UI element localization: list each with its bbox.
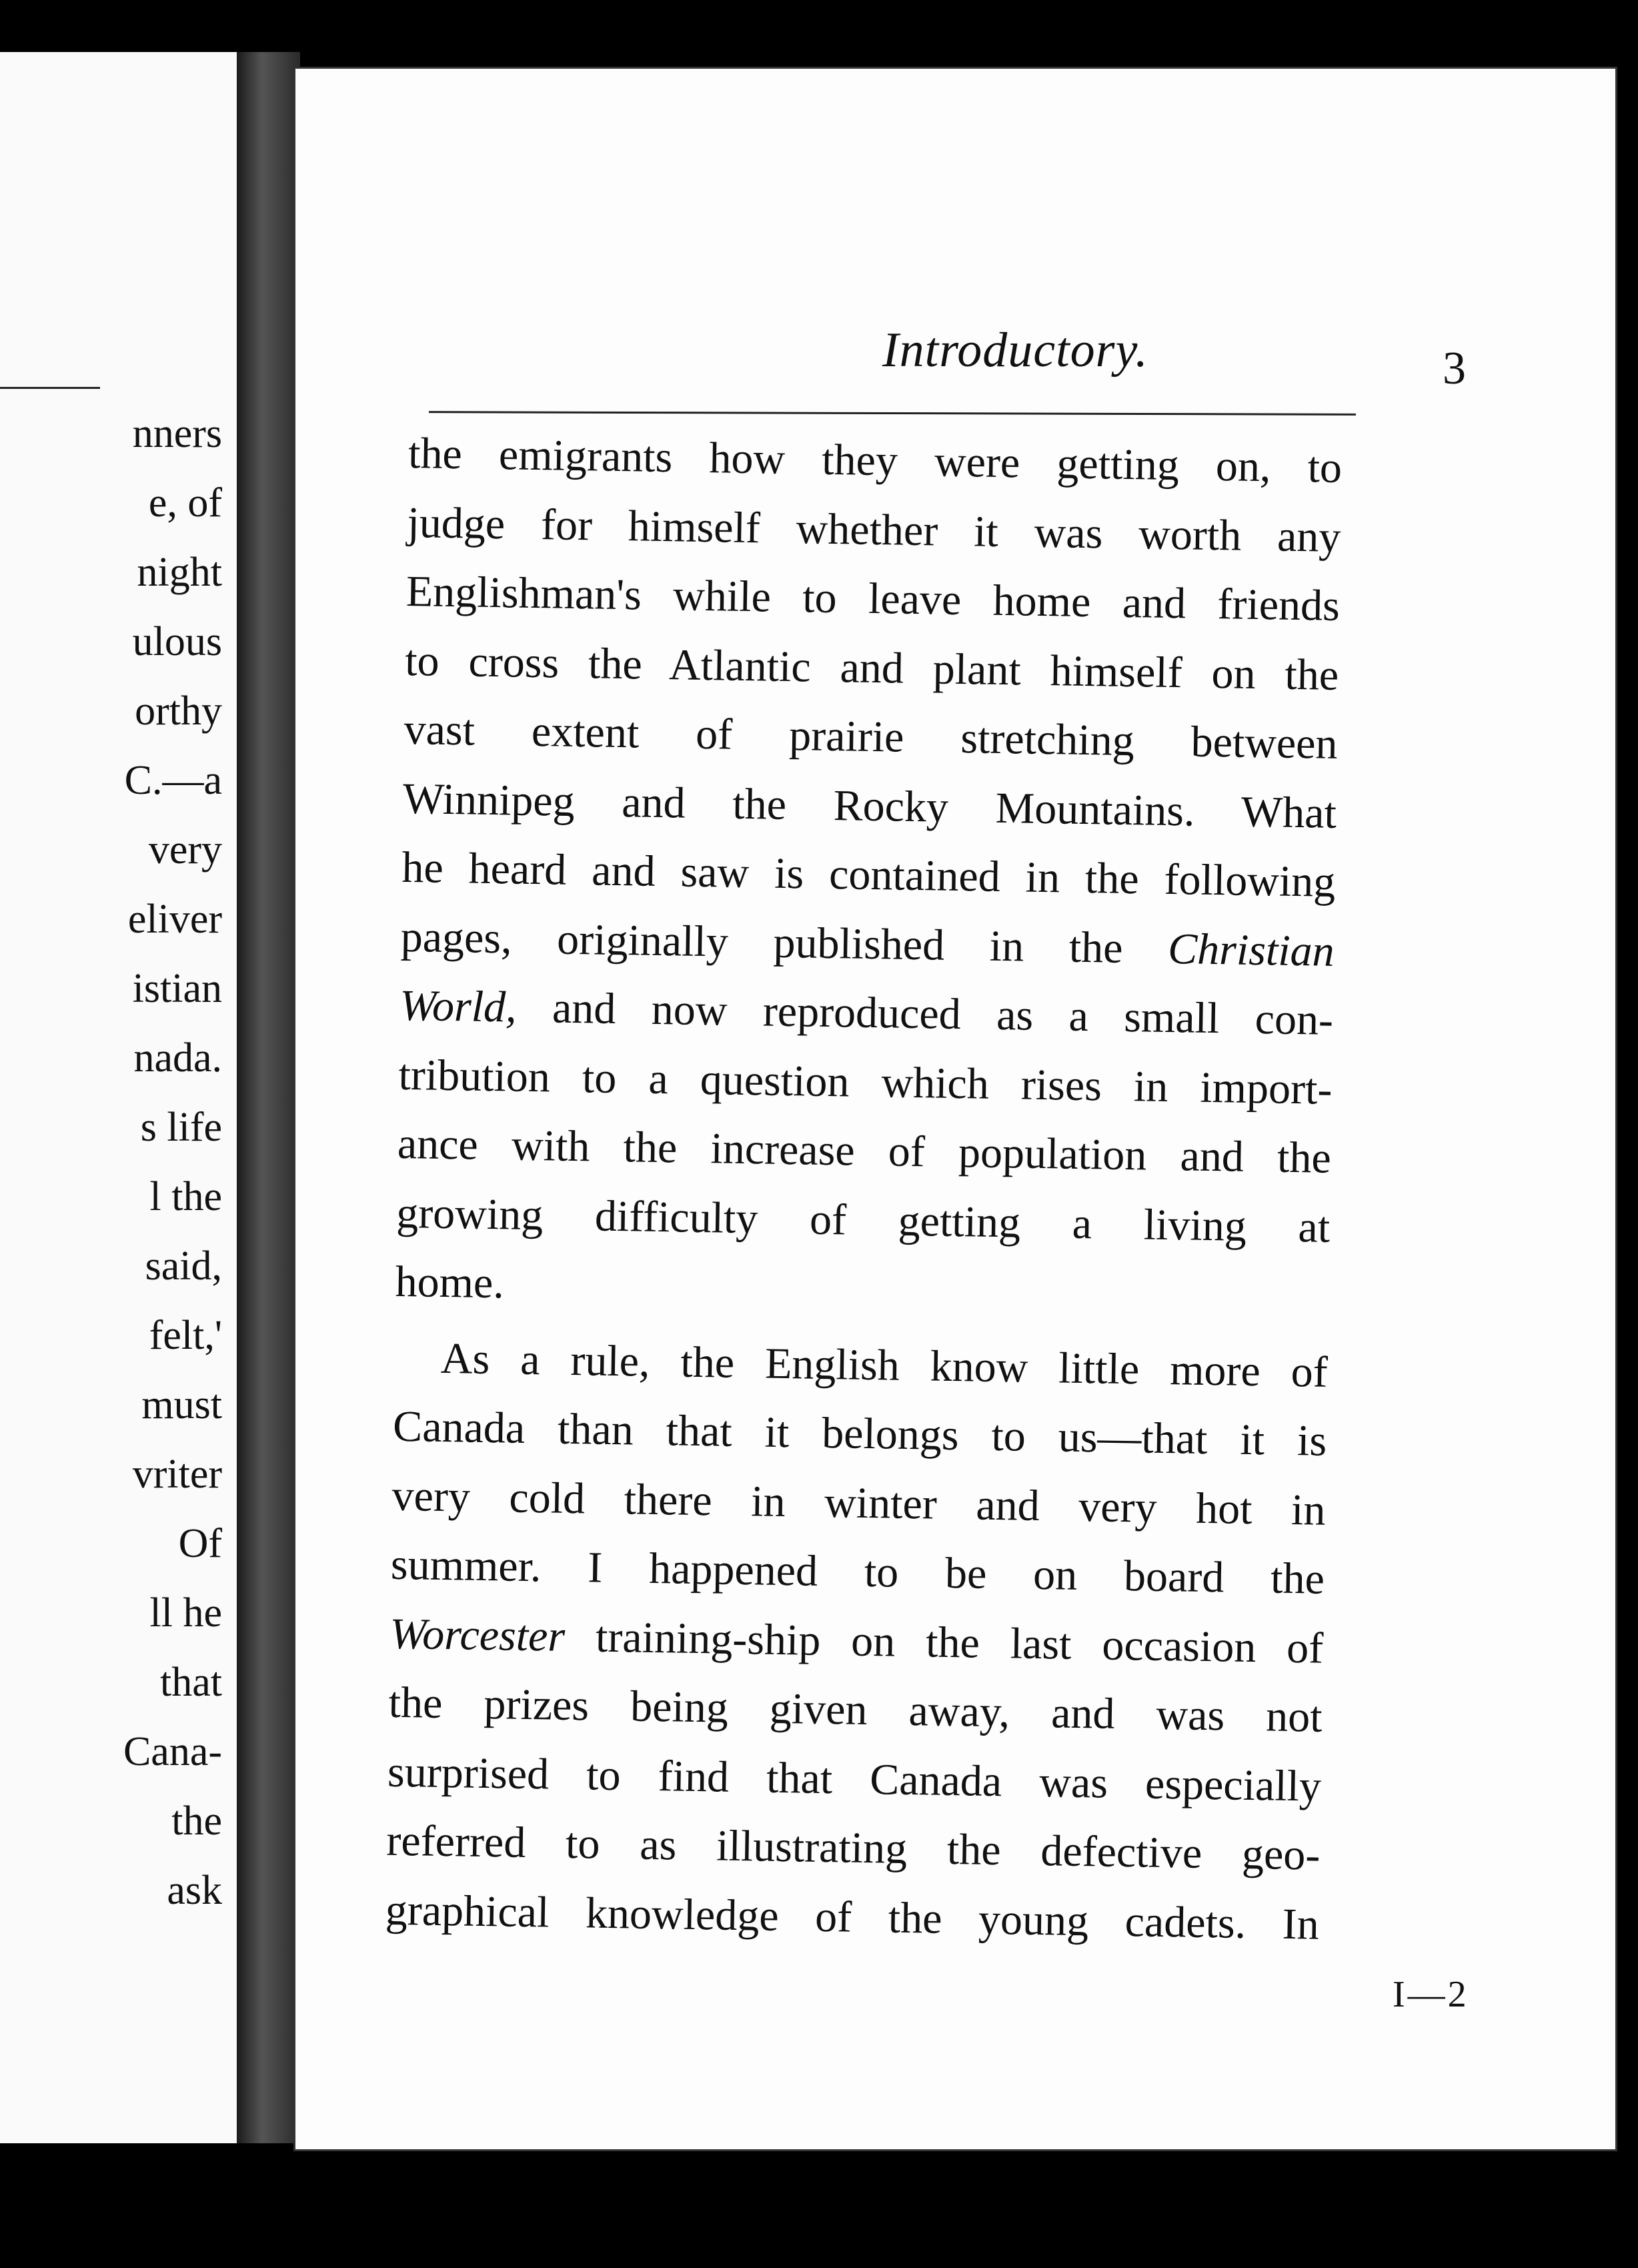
previous-page-line: that bbox=[160, 1660, 222, 1705]
text-line: Winnipeg and the Rocky Mountains. What bbox=[402, 774, 1337, 838]
previous-page-line: nada. bbox=[133, 1035, 222, 1081]
italic-title: World, bbox=[399, 981, 518, 1032]
previous-page-line: orthy bbox=[135, 688, 222, 734]
text-line: the emigrants how they were getting on, to bbox=[407, 428, 1343, 492]
previous-page-text bbox=[123, 399, 222, 1925]
text-segment: and now reproduced as a small con- bbox=[516, 983, 1334, 1045]
text-line: vast extent of prairie stretching between bbox=[403, 704, 1339, 768]
text-line: home. bbox=[395, 1257, 505, 1308]
previous-page-line: l the bbox=[149, 1174, 222, 1219]
previous-page-line: vriter bbox=[132, 1452, 222, 1497]
previous-page-line: eliver bbox=[127, 897, 222, 942]
previous-page-line: very bbox=[148, 827, 222, 873]
previous-page-line: ll he bbox=[149, 1590, 222, 1636]
text-line: ance with the increase of population and the bbox=[397, 1119, 1332, 1183]
book-gutter bbox=[237, 52, 300, 2143]
previous-page-line: ulous bbox=[132, 619, 222, 664]
previous-page-line: said, bbox=[145, 1243, 222, 1289]
text-line: Canada than that it belongs to us—that it is bbox=[392, 1401, 1327, 1466]
paragraph-1 bbox=[395, 419, 1343, 1331]
previous-page bbox=[0, 52, 241, 2143]
text-line: Englishman's while to leave home and friends bbox=[405, 566, 1341, 630]
previous-page-line: must bbox=[141, 1382, 222, 1428]
italic-ship-name: Worcester bbox=[389, 1609, 566, 1661]
signature-mark: I—2 bbox=[1393, 1974, 1469, 2015]
text-line: summer. I happened to be on board the bbox=[390, 1540, 1325, 1604]
current-page bbox=[293, 67, 1617, 2151]
text-line: referred to as illustrating the defective geo- bbox=[385, 1816, 1321, 1880]
text-line: judge for himself whether it was worth any bbox=[406, 498, 1341, 562]
previous-page-line: s life bbox=[140, 1105, 222, 1150]
previous-page-line: e, of bbox=[148, 480, 222, 526]
italic-title: Christian bbox=[1167, 924, 1335, 976]
header-rule bbox=[429, 411, 1356, 416]
text-line: tribution to a question which rises in import- bbox=[397, 1050, 1333, 1114]
previous-page-line: ask bbox=[167, 1868, 222, 1913]
page-number: 3 bbox=[1443, 343, 1466, 394]
page-header bbox=[402, 262, 1638, 394]
body-text bbox=[385, 419, 1343, 1959]
text-line: graphical knowledge of the young cadets. In bbox=[385, 1885, 1320, 1949]
running-head: Introductory. bbox=[882, 323, 1148, 378]
previous-page-line: Of bbox=[178, 1521, 222, 1566]
previous-page-line: night bbox=[137, 550, 222, 595]
previous-page-header-rule bbox=[0, 387, 100, 389]
previous-page-line: C.—a bbox=[124, 758, 222, 803]
previous-page-line: Cana- bbox=[123, 1729, 222, 1774]
previous-page-line: the bbox=[171, 1798, 222, 1844]
text-line: to cross the Atlantic and plant himself on the bbox=[404, 636, 1339, 700]
previous-page-line: nners bbox=[132, 411, 222, 456]
text-line: As a rule, the English know little more of bbox=[440, 1333, 1329, 1397]
previous-page-line: felt,' bbox=[149, 1313, 222, 1358]
text-segment: training-ship on the last occasion of bbox=[564, 1612, 1324, 1673]
text-line: surprised to find that Canada was especially bbox=[387, 1747, 1322, 1811]
previous-page-line: istian bbox=[132, 966, 222, 1011]
text-line: very cold there in winter and very hot in bbox=[391, 1471, 1327, 1535]
text-line: the prizes being given away, and was not bbox=[388, 1678, 1323, 1742]
text-line: growing difficulty of getting a living at bbox=[395, 1188, 1331, 1252]
paragraph-2 bbox=[385, 1323, 1328, 1958]
text-segment: pages, originally published in the bbox=[400, 912, 1168, 973]
text-line: he heard and saw is contained in the following bbox=[401, 842, 1336, 907]
